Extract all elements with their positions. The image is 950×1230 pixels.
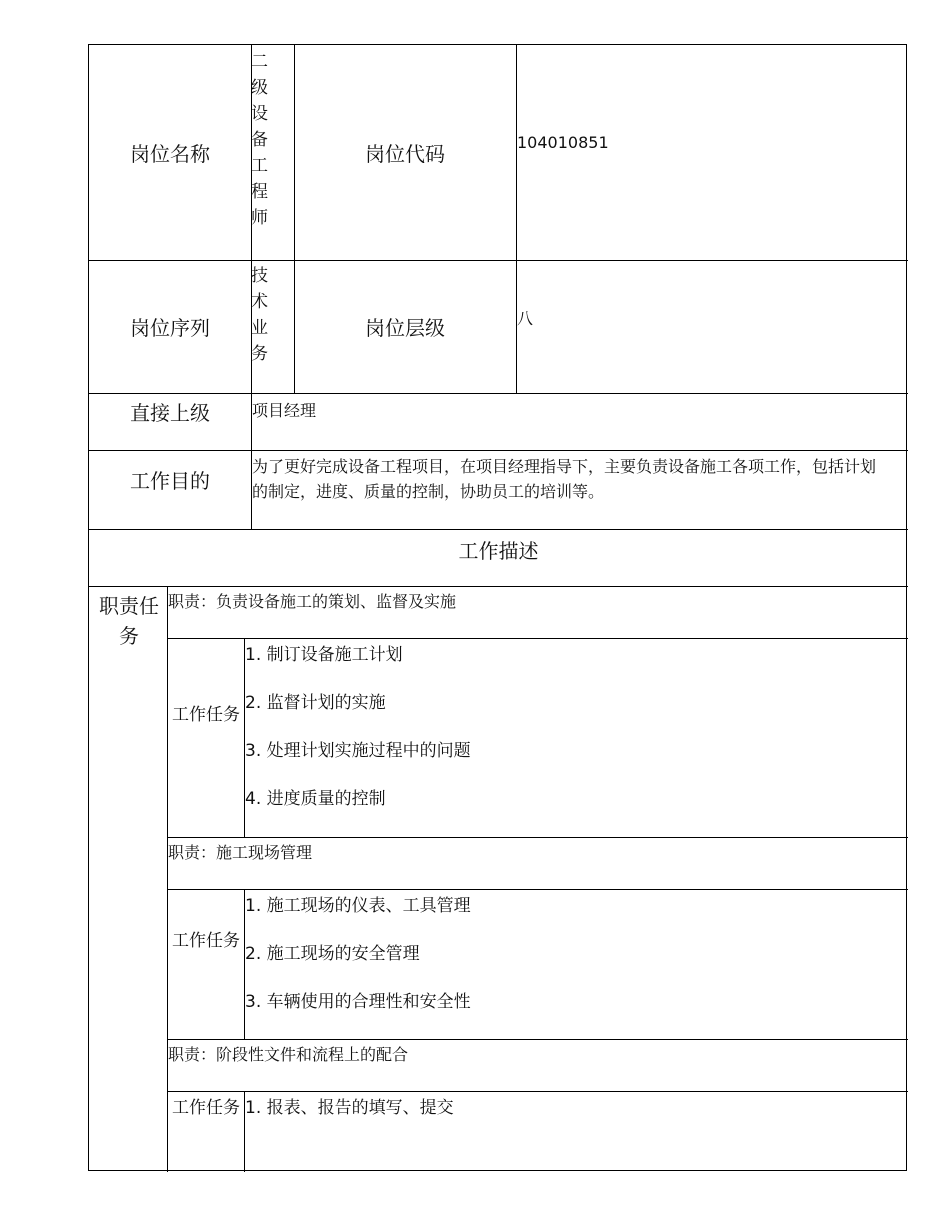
- list-item: 1. 报表、报告的填写、提交: [245, 1098, 454, 1118]
- list-item: 2. 施工现场的安全管理: [245, 944, 420, 964]
- task-list: [245, 894, 895, 1038]
- purpose-label: 工作目的: [130, 468, 210, 493]
- post-name-label: 岗位名称: [130, 142, 210, 166]
- superior-value: 项目经理: [252, 401, 317, 420]
- task-label: 工作任务: [172, 931, 240, 951]
- sequence-value: 技术业务: [251, 266, 268, 364]
- list-item: 3. 处理计划实施过程中的问题: [245, 741, 471, 761]
- purpose-value: 为了更好完成设备工程项目，在项目经理指导下，主要负责设备施工各项工作，包括计划的制定，进度、质量的控制，协助员工的培训等。: [252, 457, 877, 501]
- list-item: 2. 监督计划的实施: [245, 693, 386, 713]
- row-divider: [167, 889, 908, 890]
- list-item: 1. 制订设备施工计划: [245, 645, 403, 665]
- list-item: 3. 车辆使用的合理性和安全性: [245, 992, 471, 1012]
- task-list: [245, 643, 895, 835]
- col-divider: [516, 45, 517, 393]
- superior-label: 直接上级: [130, 400, 210, 425]
- post-code-label: 岗位代码: [365, 142, 445, 166]
- sequence-label: 岗位序列: [130, 316, 210, 340]
- col-divider: [167, 586, 168, 1172]
- row-divider: [167, 1039, 908, 1040]
- job-description-table: [88, 44, 907, 1171]
- duties-label: 职责任务: [99, 594, 159, 648]
- duty-title: 职责：负责设备施工的策划、监督及实施: [168, 592, 457, 611]
- description-title: 工作描述: [458, 538, 539, 563]
- duty-title: 职责：施工现场管理: [168, 843, 313, 862]
- task-list: [245, 1096, 895, 1144]
- level-label: 岗位层级: [365, 316, 445, 340]
- post-name-value: 二级设备工程师: [251, 52, 268, 228]
- duty-title: 职责：阶段性文件和流程上的配合: [168, 1045, 409, 1064]
- row-divider: [89, 586, 908, 587]
- level-value: 八: [517, 309, 534, 328]
- row-divider: [167, 837, 908, 838]
- row-divider: [167, 638, 908, 639]
- task-label: 工作任务: [172, 1098, 240, 1118]
- row-divider: [167, 1091, 908, 1092]
- task-label: 工作任务: [172, 705, 240, 725]
- list-item: 4. 进度质量的控制: [245, 789, 386, 809]
- list-item: 1. 施工现场的仪表、工具管理: [245, 896, 471, 916]
- post-code-value: 104010851: [517, 133, 609, 152]
